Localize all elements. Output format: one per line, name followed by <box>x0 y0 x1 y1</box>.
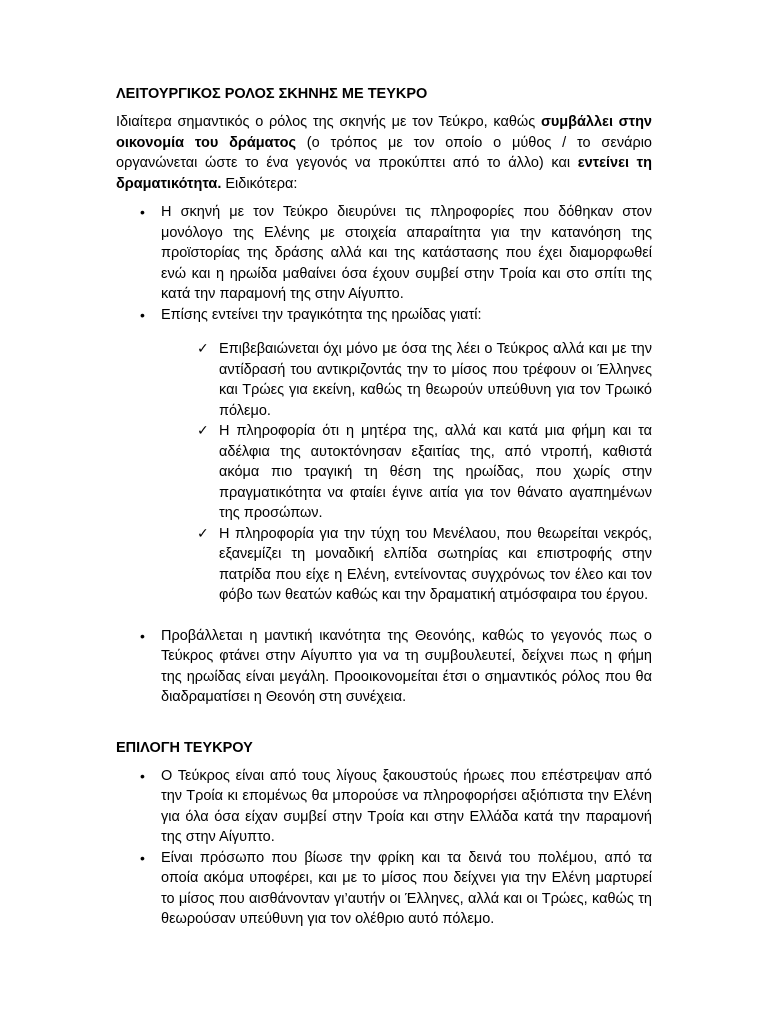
check-icon: ✓ <box>197 341 209 357</box>
intro-paragraph <box>116 112 652 194</box>
bullet-icon: • <box>140 204 145 220</box>
list-item <box>140 305 652 606</box>
section-heading-teucer-choice: ΕΠΙΛΟΓΗ ΤΕΥΚΡΟΥ <box>116 739 253 756</box>
check-item <box>197 421 652 524</box>
bullet-icon: • <box>140 767 145 784</box>
list-item <box>140 202 652 305</box>
intro-bold-1: συμβάλλει στην οικονομία του δράματος <box>116 114 652 151</box>
list-item <box>140 848 652 930</box>
bullet-icon: • <box>140 306 145 323</box>
check-item <box>197 339 652 421</box>
bullet-icon: • <box>140 849 145 866</box>
list-item <box>140 626 652 708</box>
intro-text-1: Ιδιαίτερα σημαντικός ο ρόλος της σκηνής με τον Τεύκρο, καθώς <box>116 114 541 130</box>
check-item-text: Η πληροφορία για την τύχη του Μενέλαου, που θεωρείται νεκρός, εξανεμίζει τη μοναδική ελπίδα σωτηρίας και επιστροφής στην πατρίδα που είχε η Ελένη, εντείνοντας συγχρόνως τον έλεο και τον φόβο των θεατών καθώς και την δραματική ατμόσφαιρα του έργου. <box>219 525 652 603</box>
check-icon: ✓ <box>197 423 209 439</box>
bullet-list-role <box>116 202 652 708</box>
bullet-icon: • <box>140 627 145 644</box>
check-item <box>197 524 652 606</box>
list-item-text: Ο Τεύκρος είναι από τους λίγους ξακουστούς ήρωες που επέστρεψαν από την Τροία κι επομένως θα μπορούσε να πληροφορήσει αξιόπιστα την Ελένη για όλα όσα είχαν συμβεί στην Τροία και στην Ελλάδα κατά την παραμονή της στην Αίγυπτο. <box>161 767 652 845</box>
list-item-text: Η σκηνή με τον Τεύκρο διευρύνει τις πληροφορίες που δόθηκαν στον μονόλογο της Ελένης με στοιχεία απαραίτητα για την κατανόηση της προϊστορίας της δράσης αλλά και της κατάστασης που έχει διαμορφωθεί ενώ και η ηρωίδα μαθαίνει όσα έχουν συμβεί στην Τροία και στο σπίτι της κατά την παραμονή της στην Αίγυπτο. <box>161 204 652 302</box>
bullet-list-teucer-choice <box>116 766 652 930</box>
check-list-tragedy <box>161 339 652 606</box>
list-item-text: Προβάλλεται η μαντική ικανότητα της Θεονόης, καθώς το γεγονός πως ο Τεύκρος φτάνει στην Αίγυπτο για να τη συμβουλευτεί, δείχνει πως η φήμη της ηρωίδας είναι μεγάλη. Προοικονομείται έτσι ο σημαντικός ρόλος που θα διαδραματίσει η Θεονόη στη συνέχεια. <box>161 627 652 705</box>
intro-text-2: (ο τρόπος με τον οποίο ο μύθος / το σενάριο οργανώνεται ώστε το ένα γεγονός να προκύπτει από το άλλο) και <box>116 134 652 171</box>
section-heading-functional-role: ΛΕΙΤΟΥΡΓΙΚΟΣ ΡΟΛΟΣ ΣΚΗΝΗΣ ΜΕ ΤΕΥΚΡΟ <box>116 86 428 102</box>
list-item-text: Είναι πρόσωπο που βίωσε την φρίκη και τα δεινά του πολέμου, από τα οποία ακόμα υποφέρει, και με το μίσος που δείχνει για την Ελένη μαρτυρεί το μίσος που αισθάνονταν γι’αυτήν οι Έλληνες, αλλά και οι Τρώες, καθώς τη θεωρούσαν υπεύθυνη για τον ολέθριο αυτό πόλεμο. <box>161 849 652 927</box>
check-item-text: Επιβεβαιώνεται όχι μόνο με όσα της λέει ο Τεύκρος αλλά και με την αντίδρασή του αντικριζοντάς την το μίσος που τρέφουν οι Έλληνες και Τρώες για εκείνη, καθώς τη θεωρούν υπεύθυνη για τον Τρωικό πόλεμο. <box>219 341 652 419</box>
check-item-text: Η πληροφορία ότι η μητέρα της, αλλά και κατά μια φήμη και τα αδέλφια της αυτοκτόνησαν εξαιτίας της, από ντροπή, καθιστά ακόμα πιο τραγική τη θέση της ηρωίδας, που χωρίς στην πραγματικότητα να φταίει έγινε αιτία για τον θάνατο αγαπημένων της προσώπων. <box>219 423 652 521</box>
list-item <box>140 766 652 848</box>
intro-bold-2: εντείνει τη δραματικότητα. <box>116 155 652 192</box>
intro-text-3: Ειδικότερα: <box>221 175 298 192</box>
check-icon: ✓ <box>197 525 209 542</box>
list-item-text: Επίσης εντείνει την τραγικότητα της ηρωίδας γιατί: <box>161 306 482 323</box>
